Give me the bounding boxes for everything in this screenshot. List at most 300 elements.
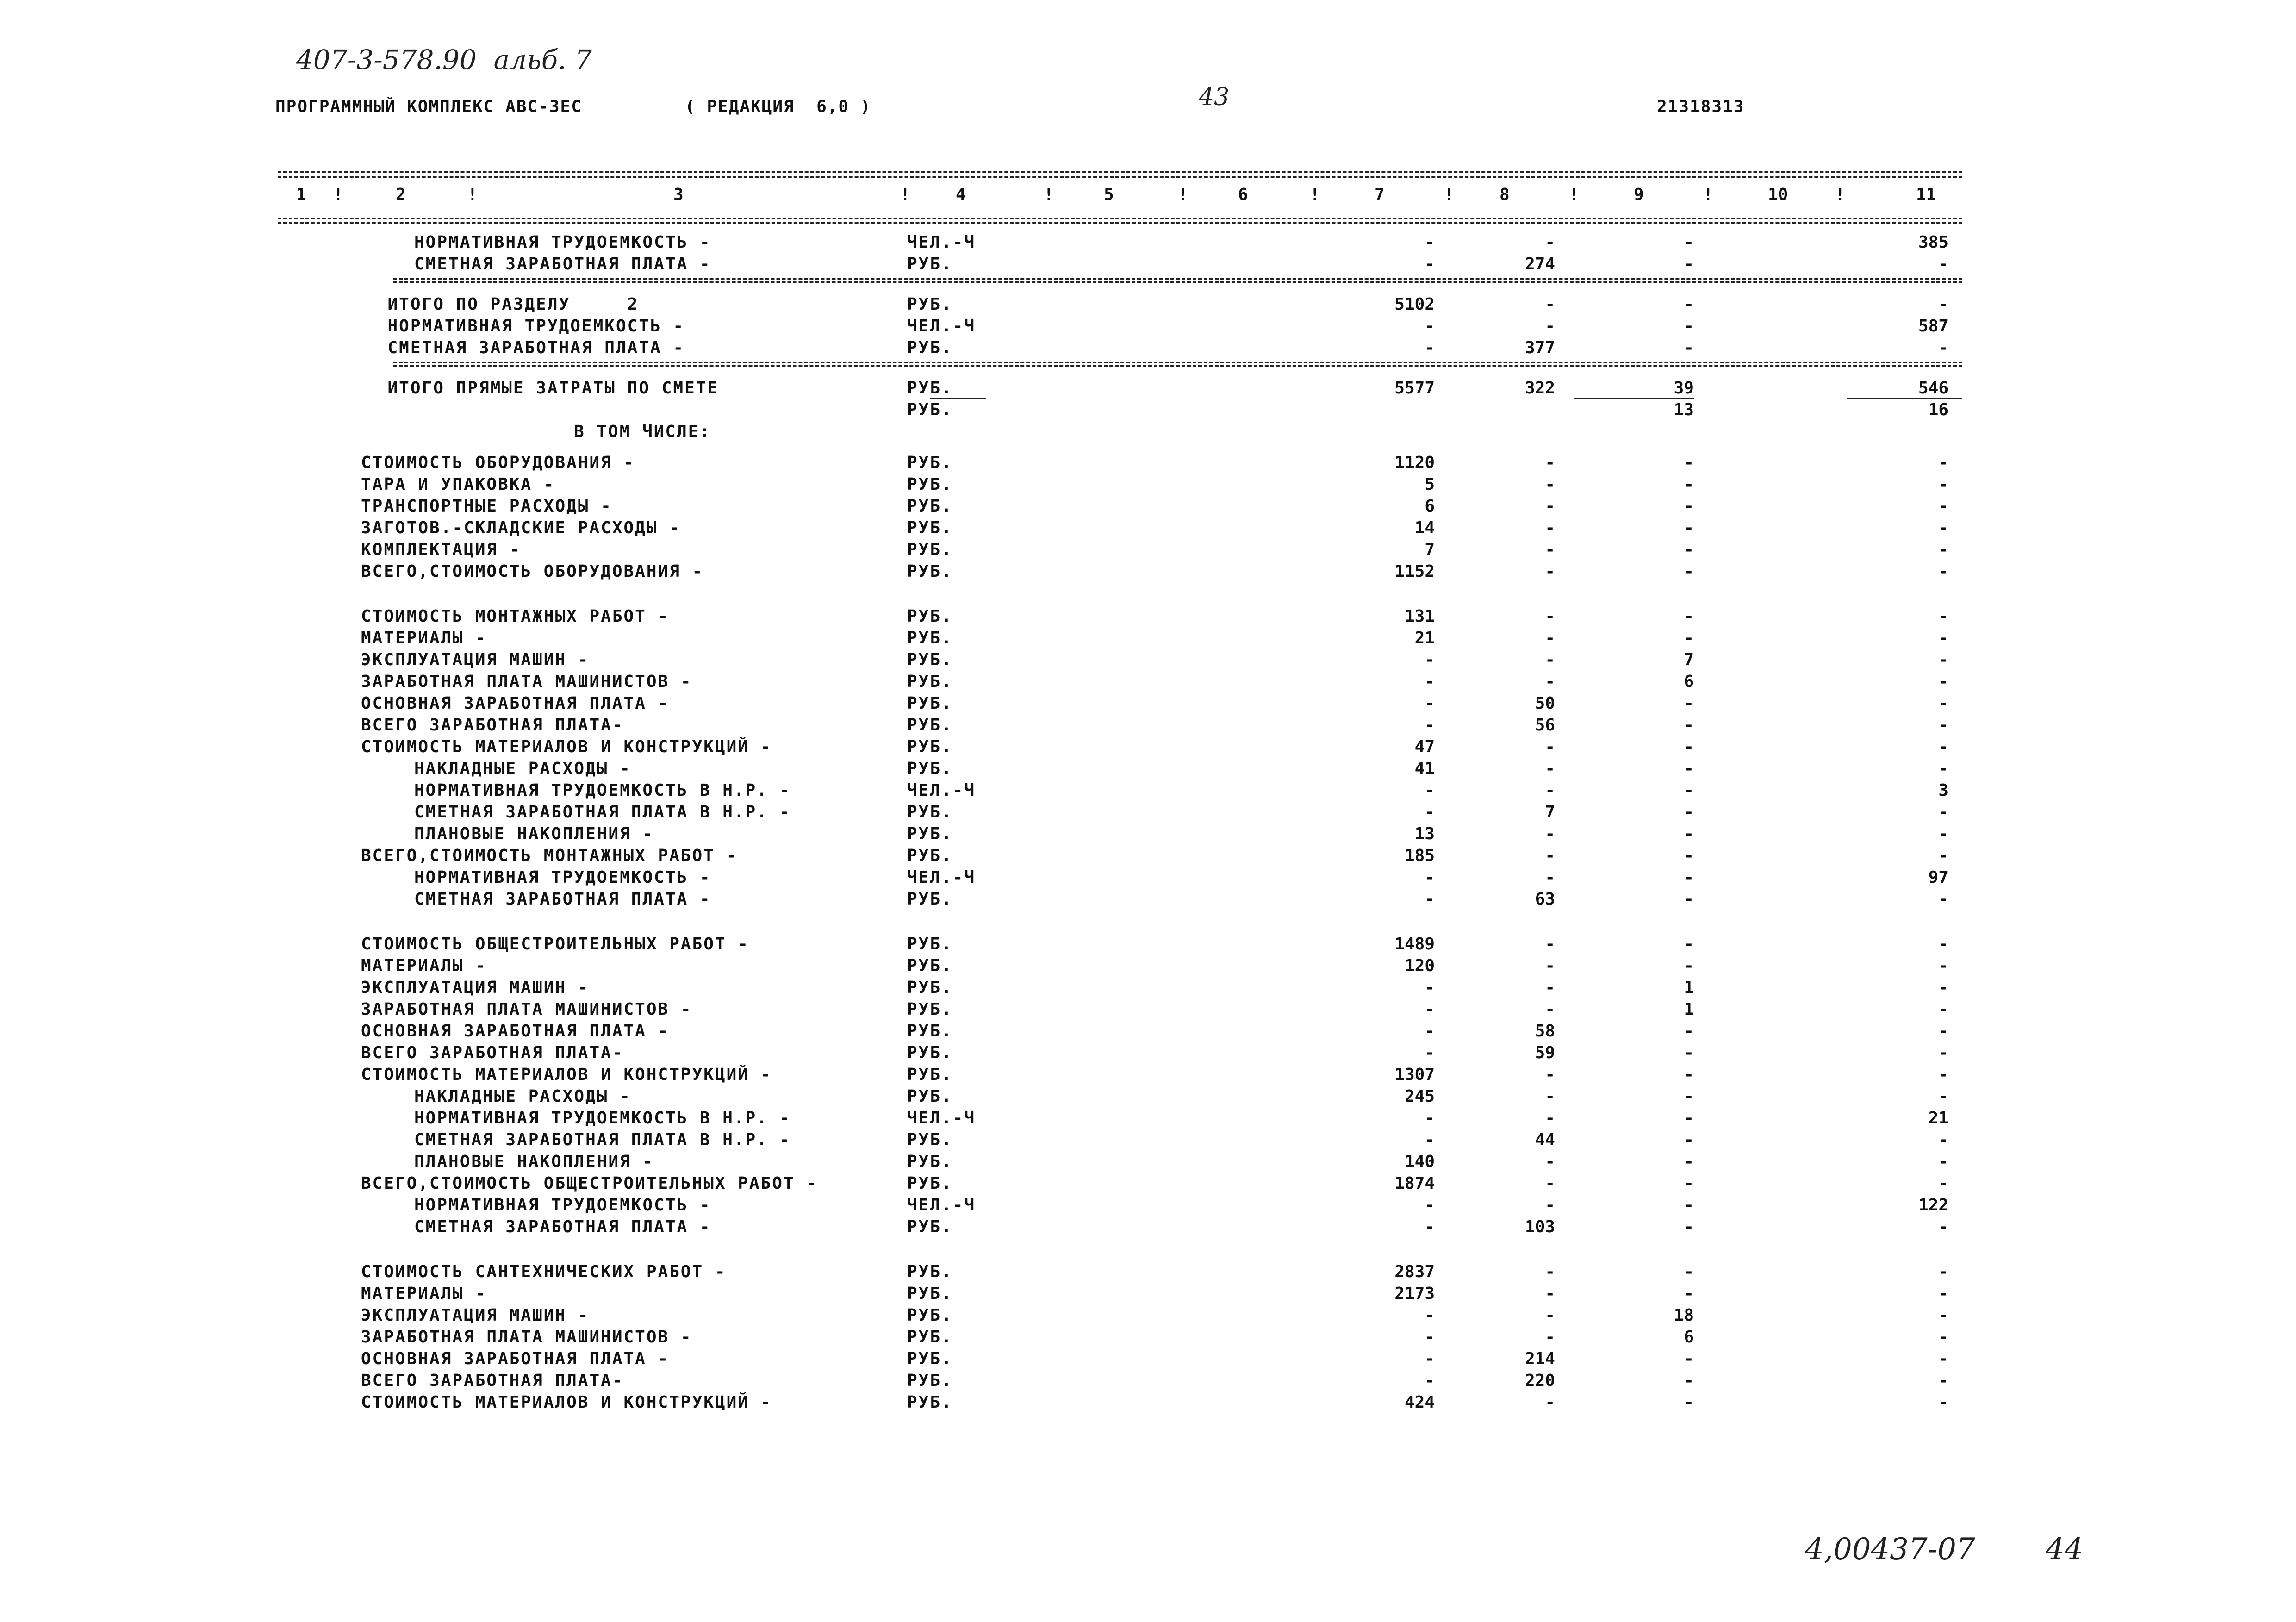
row-unit: РУБ. <box>907 255 953 274</box>
cell-col9: - <box>1684 1022 1694 1041</box>
row-label: СМЕТНАЯ ЗАРАБОТНАЯ ПЛАТА В Н.Р. - <box>414 803 791 822</box>
cell-col9: 39 <box>1674 379 1694 398</box>
cell-col9: - <box>1684 338 1694 357</box>
cell-col7: 2173 <box>1394 1284 1435 1303</box>
row-unit: РУБ. <box>907 1371 953 1390</box>
cell-col9: - <box>1684 562 1694 581</box>
row-label: НОРМАТИВНАЯ ТРУДОЕМКОСТЬ В Н.Р. - <box>414 1109 791 1128</box>
handwritten-document-code: 407-3-578.90 альб. 7 <box>296 44 592 75</box>
row-label: МАТЕРИАЛЫ - <box>361 629 487 648</box>
cell-col7: 21 <box>1414 629 1435 648</box>
cell-col9: - <box>1684 1371 1694 1390</box>
subtotal-underline <box>1574 398 1694 399</box>
cell-col11: - <box>1938 540 1948 559</box>
section-rule <box>393 362 1962 363</box>
program-title: ПРОГРАММНЫЙ КОМПЛЕКС АВС-3ЕС <box>275 97 582 116</box>
subtotal-underline <box>1847 398 1962 399</box>
handwritten-archive-number: 4,00437-07 <box>1805 1532 1975 1566</box>
cell-col8: 59 <box>1535 1043 1555 1062</box>
cell-col11: - <box>1938 338 1948 357</box>
cell-col11: - <box>1938 497 1948 516</box>
cell-col7: - <box>1425 1130 1435 1149</box>
cell-col11: - <box>1938 295 1948 314</box>
cell-col9: - <box>1684 890 1694 909</box>
cell-col11: - <box>1938 846 1948 865</box>
row-label: НАКЛАДНЫЕ РАСХОДЫ - <box>414 759 631 778</box>
cell-col8: - <box>1545 518 1555 537</box>
cell-col9: - <box>1684 1174 1694 1193</box>
row-label: ОСНОВНАЯ ЗАРАБОТНАЯ ПЛАТА - <box>361 1349 670 1368</box>
cell-col11: - <box>1938 1000 1948 1019</box>
row-unit: РУБ. <box>907 400 953 419</box>
row-label: СТОИМОСТЬ МАТЕРИАЛОВ И КОНСТРУКЦИЙ - <box>361 737 772 756</box>
cell-col7: 41 <box>1414 759 1435 778</box>
column-separator: ! <box>1569 185 1579 204</box>
column-number-3: 3 <box>673 185 684 204</box>
row-unit: РУБ. <box>907 540 953 559</box>
row-label: ВСЕГО ЗАРАБОТНАЯ ПЛАТА- <box>361 716 624 735</box>
cell-col11: 385 <box>1918 233 1948 252</box>
cell-col9: - <box>1684 233 1694 252</box>
row-label: ЗАГОТОВ.-СКЛАДСКИЕ РАСХОДЫ - <box>361 518 681 537</box>
cell-col11: - <box>1938 562 1948 581</box>
cell-col11: - <box>1938 1306 1948 1325</box>
column-number-1: 1 <box>296 185 306 204</box>
column-number-2: 2 <box>396 185 406 204</box>
cell-col7: - <box>1425 1196 1435 1215</box>
cell-col11: - <box>1938 824 1948 843</box>
cell-col8: - <box>1545 453 1555 472</box>
row-unit: РУБ. <box>907 935 953 954</box>
cell-col8: - <box>1545 737 1555 756</box>
handwritten-sheet-number: 44 <box>2046 1532 2084 1566</box>
row-unit: ЧЕЛ.-Ч <box>907 317 976 336</box>
section-rule <box>393 365 1962 367</box>
cell-col8: - <box>1545 1109 1555 1128</box>
cell-col7: - <box>1425 1109 1435 1128</box>
column-separator: ! <box>333 185 343 204</box>
cell-col9: - <box>1684 824 1694 843</box>
column-number-11: 11 <box>1916 185 1936 204</box>
row-unit: РУБ. <box>907 1065 953 1084</box>
cell-col8: - <box>1545 1087 1555 1106</box>
cell-col8: 377 <box>1524 338 1555 357</box>
row-label: МАТЕРИАЛЫ - <box>361 1284 487 1303</box>
cell-col7: - <box>1425 868 1435 887</box>
column-separator: ! <box>1310 185 1320 204</box>
cell-col9: - <box>1684 453 1694 472</box>
cell-col7: - <box>1425 978 1435 997</box>
cell-col11: - <box>1938 453 1948 472</box>
cell-col8: 220 <box>1524 1371 1555 1390</box>
row-unit: РУБ. <box>907 1152 953 1171</box>
row-unit: РУБ. <box>907 1174 953 1193</box>
row-unit: РУБ. <box>907 956 953 975</box>
edition-label: ( РЕДАКЦИЯ 6,0 ) <box>685 97 871 116</box>
cell-col11: - <box>1938 1087 1948 1106</box>
column-number-7: 7 <box>1375 185 1385 204</box>
cell-col7: 14 <box>1414 518 1435 537</box>
row-label: СТОИМОСТЬ ОБОРУДОВАНИЯ - <box>361 453 635 472</box>
cell-col8: - <box>1545 1065 1555 1084</box>
cell-col8: 56 <box>1535 716 1555 735</box>
cell-col9: - <box>1684 317 1694 336</box>
row-unit: РУБ. <box>907 1284 953 1303</box>
row-label: СМЕТНАЯ ЗАРАБОТНАЯ ПЛАТА - <box>414 1217 711 1236</box>
cell-col7: 13 <box>1414 824 1435 843</box>
row-unit: РУБ. <box>907 1349 953 1368</box>
cell-col11: - <box>1938 1371 1948 1390</box>
column-separator: ! <box>467 185 478 204</box>
cell-col8: - <box>1545 1328 1555 1347</box>
section-rule <box>393 281 1962 283</box>
cell-col9: - <box>1684 255 1694 274</box>
cell-col11: 587 <box>1918 317 1948 336</box>
row-unit: РУБ. <box>907 650 953 669</box>
cell-col9: - <box>1684 1152 1694 1171</box>
cell-col11: 97 <box>1928 868 1948 887</box>
column-number-5: 5 <box>1104 185 1114 204</box>
row-unit: ЧЕЛ.-Ч <box>907 233 976 252</box>
row-unit: РУБ. <box>907 737 953 756</box>
cell-col7: 185 <box>1404 846 1435 865</box>
row-label: ТАРА И УПАКОВКА - <box>361 475 555 494</box>
column-number-8: 8 <box>1500 185 1510 204</box>
cell-col9: - <box>1684 1065 1694 1084</box>
cell-col11: - <box>1938 1065 1948 1084</box>
row-label: НАКЛАДНЫЕ РАСХОДЫ - <box>414 1087 631 1106</box>
cell-col8: 44 <box>1535 1130 1555 1149</box>
cell-col9: - <box>1684 295 1694 314</box>
row-label: СМЕТНАЯ ЗАРАБОТНАЯ ПЛАТА - <box>414 890 711 909</box>
row-unit: РУБ. <box>907 1262 953 1281</box>
row-unit: РУБ. <box>907 694 953 713</box>
column-separator: ! <box>1835 185 1845 204</box>
row-unit: ЧЕЛ.-Ч <box>907 868 976 887</box>
cell-col8: - <box>1545 1393 1555 1412</box>
cell-col9: - <box>1684 1130 1694 1149</box>
cell-col7: 245 <box>1404 1087 1435 1106</box>
cell-col11: - <box>1938 607 1948 626</box>
cell-col7: 1874 <box>1394 1174 1435 1193</box>
cell-col7: - <box>1425 890 1435 909</box>
cell-col9: - <box>1684 1196 1694 1215</box>
cell-col9: - <box>1684 1262 1694 1281</box>
cell-col8: - <box>1545 540 1555 559</box>
section-rule <box>393 278 1962 280</box>
cell-col11: - <box>1938 694 1948 713</box>
cell-col8: - <box>1545 233 1555 252</box>
row-label: МАТЕРИАЛЫ - <box>361 956 487 975</box>
cell-col11: 122 <box>1918 1196 1948 1215</box>
cell-col9: - <box>1684 1284 1694 1303</box>
row-label: ЭКСПЛУАТАЦИЯ МАШИН - <box>361 1306 590 1325</box>
cell-col9: - <box>1684 497 1694 516</box>
cell-col7: 1152 <box>1394 562 1435 581</box>
cell-col11: - <box>1938 650 1948 669</box>
cell-col8: 322 <box>1524 379 1555 398</box>
row-unit: РУБ. <box>907 716 953 735</box>
row-unit: РУБ. <box>907 1043 953 1062</box>
row-unit: РУБ. <box>907 846 953 865</box>
cell-col7: - <box>1425 781 1435 800</box>
cell-col9: - <box>1684 781 1694 800</box>
cell-col11: - <box>1938 978 1948 997</box>
cell-col11: - <box>1938 1022 1948 1041</box>
cell-col8: - <box>1545 781 1555 800</box>
cell-col7: 1307 <box>1394 1065 1435 1084</box>
row-unit: РУБ. <box>907 379 953 398</box>
cell-col8: - <box>1545 497 1555 516</box>
cell-col8: - <box>1545 1174 1555 1193</box>
cell-col7: - <box>1425 1000 1435 1019</box>
cell-col8: - <box>1545 475 1555 494</box>
cell-col7: - <box>1425 1043 1435 1062</box>
cell-col11: - <box>1938 1152 1948 1171</box>
row-unit: РУБ. <box>907 295 953 314</box>
cell-col9: 7 <box>1684 650 1694 669</box>
cell-col8: 50 <box>1535 694 1555 713</box>
cell-col7: 120 <box>1404 956 1435 975</box>
row-label: ЗАРАБОТНАЯ ПЛАТА МАШИНИСТОВ - <box>361 672 692 691</box>
column-separator: ! <box>1703 185 1713 204</box>
row-label: ИТОГО ПРЯМЫЕ ЗАТРАТЫ ПО СМЕТЕ <box>387 379 719 398</box>
row-label: ВСЕГО,СТОИМОСТЬ ОБЩЕСТРОИТЕЛЬНЫХ РАБОТ - <box>361 1174 818 1193</box>
subtotal-underline <box>930 398 986 399</box>
row-label: ВСЕГО,СТОИМОСТЬ ОБОРУДОВАНИЯ - <box>361 562 704 581</box>
cell-col9: - <box>1684 1393 1694 1412</box>
row-label: СТОИМОСТЬ ОБЩЕСТРОИТЕЛЬНЫХ РАБОТ - <box>361 935 749 954</box>
cell-col8: 63 <box>1535 890 1555 909</box>
cell-col7: 5102 <box>1394 295 1435 314</box>
row-label: В ТОМ ЧИСЛЕ: <box>574 422 711 441</box>
cell-col11: - <box>1938 1217 1948 1236</box>
row-label: СМЕТНАЯ ЗАРАБОТНАЯ ПЛАТА В Н.Р. - <box>414 1130 791 1149</box>
row-unit: РУБ. <box>907 803 953 822</box>
row-label: СТОИМОСТЬ САНТЕХНИЧЕСКИХ РАБОТ - <box>361 1262 727 1281</box>
row-unit: РУБ. <box>907 1217 953 1236</box>
cell-col7: - <box>1425 1349 1435 1368</box>
row-label: ПЛАНОВЫЕ НАКОПЛЕНИЯ - <box>414 1152 654 1171</box>
cell-col8: - <box>1545 935 1555 954</box>
cell-col8: - <box>1545 295 1555 314</box>
cell-col7: 6 <box>1425 497 1435 516</box>
cell-col7: 131 <box>1404 607 1435 626</box>
cell-col9: - <box>1684 1217 1694 1236</box>
cell-col11: - <box>1938 890 1948 909</box>
column-number-10: 10 <box>1768 185 1788 204</box>
row-unit: РУБ. <box>907 978 953 997</box>
column-separator: ! <box>1444 185 1454 204</box>
cell-col9: 13 <box>1674 400 1694 419</box>
cell-col9: - <box>1684 759 1694 778</box>
row-label: ВСЕГО ЗАРАБОТНАЯ ПЛАТА- <box>361 1043 624 1062</box>
cell-col11: - <box>1938 1130 1948 1149</box>
cell-col9: 6 <box>1684 1328 1694 1347</box>
cell-col8: 7 <box>1545 803 1555 822</box>
cell-col7: - <box>1425 1022 1435 1041</box>
header-rule-bottom <box>278 218 1962 219</box>
cell-col8: - <box>1545 956 1555 975</box>
cell-col7: 140 <box>1404 1152 1435 1171</box>
cell-col11: - <box>1938 716 1948 735</box>
row-unit: РУБ. <box>907 475 953 494</box>
row-unit: РУБ. <box>907 1022 953 1041</box>
cell-col7: - <box>1425 803 1435 822</box>
row-unit: РУБ. <box>907 1130 953 1149</box>
cell-col9: - <box>1684 935 1694 954</box>
row-label: ВСЕГО,СТОИМОСТЬ МОНТАЖНЫХ РАБОТ - <box>361 846 738 865</box>
row-label: ИТОГО ПО РАЗДЕЛУ 2 <box>387 295 639 314</box>
cell-col9: - <box>1684 846 1694 865</box>
cell-col11: - <box>1938 1174 1948 1193</box>
column-number-4: 4 <box>956 185 966 204</box>
column-number-9: 9 <box>1634 185 1644 204</box>
row-unit: РУБ. <box>907 1000 953 1019</box>
header-rule-top <box>278 171 1962 173</box>
cell-col8: 58 <box>1535 1022 1555 1041</box>
row-unit: РУБ. <box>907 607 953 626</box>
cell-col7: 424 <box>1404 1393 1435 1412</box>
cell-col11: - <box>1938 672 1948 691</box>
cell-col9: - <box>1684 694 1694 713</box>
cell-col11: - <box>1938 1043 1948 1062</box>
row-label: КОМПЛЕКТАЦИЯ - <box>361 540 521 559</box>
cell-col9: - <box>1684 1043 1694 1062</box>
cell-col7: - <box>1425 317 1435 336</box>
cell-col11: - <box>1938 956 1948 975</box>
cell-col9: - <box>1684 607 1694 626</box>
row-label: ЭКСПЛУАТАЦИЯ МАШИН - <box>361 650 590 669</box>
cell-col11: - <box>1938 737 1948 756</box>
cell-col9: - <box>1684 629 1694 648</box>
row-label: СТОИМОСТЬ МАТЕРИАЛОВ И КОНСТРУКЦИЙ - <box>361 1393 772 1412</box>
cell-col11: - <box>1938 1328 1948 1347</box>
row-label: ОСНОВНАЯ ЗАРАБОТНАЯ ПЛАТА - <box>361 694 670 713</box>
cell-col8: - <box>1545 1000 1555 1019</box>
row-unit: РУБ. <box>907 824 953 843</box>
cell-col9: - <box>1684 716 1694 735</box>
cell-col9: - <box>1684 956 1694 975</box>
row-label: ТРАНСПОРТНЫЕ РАСХОДЫ - <box>361 497 612 516</box>
column-number-6: 6 <box>1238 185 1248 204</box>
cell-col7: 1120 <box>1394 453 1435 472</box>
row-label: СТОИМОСТЬ МОНТАЖНЫХ РАБОТ - <box>361 607 670 626</box>
cell-col8: - <box>1545 868 1555 887</box>
cell-col7: - <box>1425 255 1435 274</box>
cell-col9: 1 <box>1684 978 1694 997</box>
row-unit: РУБ. <box>907 890 953 909</box>
cell-col7: - <box>1425 1217 1435 1236</box>
header-rule-bottom-2 <box>278 222 1962 224</box>
column-separator: ! <box>1044 185 1054 204</box>
cell-col9: - <box>1684 1349 1694 1368</box>
row-unit: ЧЕЛ.-Ч <box>907 1109 976 1128</box>
row-label: ЭКСПЛУАТАЦИЯ МАШИН - <box>361 978 590 997</box>
cell-col7: - <box>1425 233 1435 252</box>
cell-col7: - <box>1425 650 1435 669</box>
cell-col11: - <box>1938 935 1948 954</box>
row-unit: РУБ. <box>907 672 953 691</box>
row-label: ПЛАНОВЫЕ НАКОПЛЕНИЯ - <box>414 824 654 843</box>
cell-col7: 5 <box>1425 475 1435 494</box>
row-label: НОРМАТИВНАЯ ТРУДОЕМКОСТЬ - <box>414 868 711 887</box>
row-label: НОРМАТИВНАЯ ТРУДОЕМКОСТЬ - <box>387 317 685 336</box>
cell-col9: 1 <box>1684 1000 1694 1019</box>
cell-col8: - <box>1545 317 1555 336</box>
cell-col8: - <box>1545 759 1555 778</box>
cell-col8: - <box>1545 629 1555 648</box>
row-unit: РУБ. <box>907 1328 953 1347</box>
cell-col9: - <box>1684 803 1694 822</box>
cell-col9: - <box>1684 1087 1694 1106</box>
cell-col11: - <box>1938 1349 1948 1368</box>
row-unit: РУБ. <box>907 1393 953 1412</box>
row-unit: РУБ. <box>907 562 953 581</box>
column-separator: ! <box>1178 185 1188 204</box>
cell-col9: - <box>1684 540 1694 559</box>
row-label: СТОИМОСТЬ МАТЕРИАЛОВ И КОНСТРУКЦИЙ - <box>361 1065 772 1084</box>
cell-col8: - <box>1545 1262 1555 1281</box>
cell-col8: - <box>1545 1306 1555 1325</box>
cell-col9: - <box>1684 1109 1694 1128</box>
cell-col11: - <box>1938 1262 1948 1281</box>
row-unit: РУБ. <box>907 1087 953 1106</box>
row-label: ВСЕГО ЗАРАБОТНАЯ ПЛАТА- <box>361 1371 624 1390</box>
cell-col8: 103 <box>1524 1217 1555 1236</box>
cell-col7: 7 <box>1425 540 1435 559</box>
row-label: ОСНОВНАЯ ЗАРАБОТНАЯ ПЛАТА - <box>361 1022 670 1041</box>
cell-col7: 1489 <box>1394 935 1435 954</box>
cell-col7: 47 <box>1414 737 1435 756</box>
cell-col8: - <box>1545 1196 1555 1215</box>
row-label: НОРМАТИВНАЯ ТРУДОЕМКОСТЬ - <box>414 233 711 252</box>
cell-col8: - <box>1545 607 1555 626</box>
cell-col11: - <box>1938 803 1948 822</box>
cell-col7: 2837 <box>1394 1262 1435 1281</box>
cell-col11: - <box>1938 475 1948 494</box>
row-unit: РУБ. <box>907 1306 953 1325</box>
cell-col11: 21 <box>1928 1109 1948 1128</box>
cell-col11: - <box>1938 518 1948 537</box>
row-label: ЗАРАБОТНАЯ ПЛАТА МАШИНИСТОВ - <box>361 1328 692 1347</box>
cell-col11: - <box>1938 759 1948 778</box>
row-label: СМЕТНАЯ ЗАРАБОТНАЯ ПЛАТА - <box>414 255 711 274</box>
cell-col11: 546 <box>1918 379 1948 398</box>
cell-col9: - <box>1684 518 1694 537</box>
cell-col7: - <box>1425 1306 1435 1325</box>
header-rule-top-2 <box>278 176 1962 178</box>
cell-col9: - <box>1684 737 1694 756</box>
cell-col9: 6 <box>1684 672 1694 691</box>
cell-col8: 274 <box>1524 255 1555 274</box>
cell-col8: - <box>1545 562 1555 581</box>
row-unit: ЧЕЛ.-Ч <box>907 781 976 800</box>
row-label: ЗАРАБОТНАЯ ПЛАТА МАШИНИСТОВ - <box>361 1000 692 1019</box>
row-unit: ЧЕЛ.-Ч <box>907 1196 976 1215</box>
cell-col11: 3 <box>1938 781 1948 800</box>
cell-col8: 214 <box>1524 1349 1555 1368</box>
row-label: СМЕТНАЯ ЗАРАБОТНАЯ ПЛАТА - <box>387 338 685 357</box>
cell-col8: - <box>1545 1284 1555 1303</box>
cell-col8: - <box>1545 1152 1555 1171</box>
cell-col11: - <box>1938 255 1948 274</box>
cell-col7: - <box>1425 338 1435 357</box>
cell-col8: - <box>1545 650 1555 669</box>
cell-col7: - <box>1425 716 1435 735</box>
row-unit: РУБ. <box>907 759 953 778</box>
cell-col8: - <box>1545 978 1555 997</box>
